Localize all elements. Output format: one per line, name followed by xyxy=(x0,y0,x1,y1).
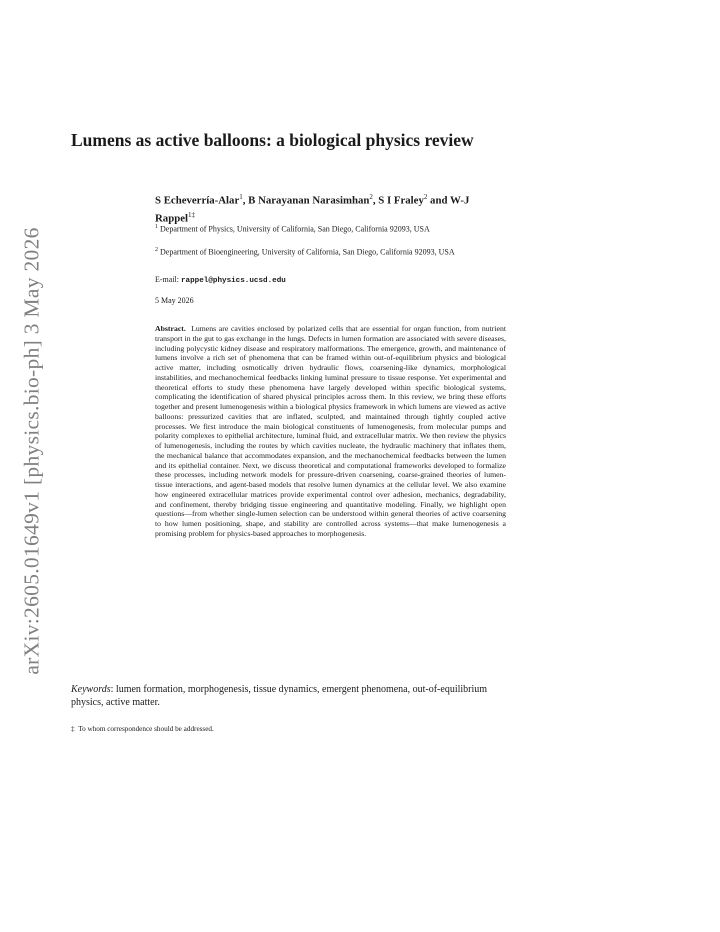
affiliation-text: Department of Bioengineering, University of California, San Diego, California 92093, USA xyxy=(160,247,455,257)
paper-title: Lumens as active balloons: a biological physics review xyxy=(71,130,474,150)
author-affiliation-mark: 2 xyxy=(423,193,428,201)
paper-date: 5 May 2026 xyxy=(155,296,194,305)
email-address[interactable]: rappel@physics.ucsd.edu xyxy=(181,277,286,285)
affiliation xyxy=(155,245,510,258)
footnote xyxy=(71,725,214,733)
author-name: S I Fraley xyxy=(378,194,424,207)
arxiv-stamp xyxy=(20,221,44,681)
arxiv-identifier: arXiv:2605.01649v1 [physics.bio-ph] 3 May 2026 xyxy=(19,227,44,675)
abstract xyxy=(155,324,506,539)
author-name: B Narayanan Narasimhan xyxy=(248,194,370,207)
author-affiliation-mark: 2 xyxy=(369,193,373,201)
affiliation xyxy=(155,222,510,235)
footnote-mark: ‡ xyxy=(71,725,75,733)
author-affiliation-mark: 1‡ xyxy=(188,210,195,219)
keywords-text: lumen formation, morphogenesis, tissue dynamics, emergent phenomena, out-of-equilibrium physics, active matter. xyxy=(71,684,488,708)
author-name: S Echeverría-Alar xyxy=(155,194,240,207)
contact-email xyxy=(155,275,286,285)
abstract-label: Abstract. xyxy=(155,324,186,333)
author-affiliation-mark: 1 xyxy=(239,193,243,201)
keywords-label: Keywords xyxy=(71,684,111,695)
footnote-text: To whom correspondence should be addressed. xyxy=(78,725,214,733)
author-name: W-J Rappel xyxy=(155,194,470,225)
author-list: S Echeverría-Alar$^1$, B Narayanan Narasimhan$^2$, S I Fraley$^2$ and W-J Rappel$^{1\ddagger}$ xyxy=(155,193,470,225)
affiliation-number: 1 xyxy=(155,224,158,230)
affiliation-number: 2 xyxy=(155,247,158,253)
keywords: Keywords: lumen formation, morphogenesis, tissue dynamics, emergent phenomena, out-of-equilibrium physics, active matter. xyxy=(71,684,488,708)
abstract-text: Lumens are cavities enclosed by polarized cells that are essential for organ function, from nutrient transport in the gut to gas exchange in the lungs. Defects in lumen formation are associated with severe diseases, including polycystic kidney disease and respiratory malformations. The emergence, growth, and maintenance of lumens involve a rich set of phenomena that can be framed within out-of-equilibrium physics and biological active matter, including osmotically driven hydraulic flows, coarsening-like dynamics, morphological instabilities, and mechanochemical feedbacks linking luminal pressure to tissue response. Yet experimental and theoretical efforts to study these phenomena have largely developed within specific biological systems, complicating the identification of shared physical principles across them. In this review, we bring these efforts together and present lumenogenesis within a biological physics framework in which lumens are viewed as active balloons: pressurized cavities that are inflated, sculpted, and maintained through tightly coupled active processes. We first introduce the main biological constituents of lumenogenesis, from molecular pumps and polarity complexes to epithelial architecture, luminal fluid, and extracellular matrix. We then review the physics of lumenogenesis, including the routes by which cavities nucleate, the hydraulic machinery that inflates them, the mechanical balance that accommodates expansion, and the mechanochemical feedbacks between the lumen and its epithelial container. Next, we discuss theoretical and computational frameworks developed to formalize these processes, including network models for pressure-driven coarsening, coarse-grained theories of lumen-tissue interactions, and agent-based models that resolve lumen dynamics at the cellular level. We also examine how engineered extracellular matrices provide experimental control over adhesion, mechanics, degradability, and confinement, thereby bridging tissue engineering and quantitative modeling. Finally, we highlight open questions—from whether single-lumen selection can be understood within general theories of active coarsening to how lumen positioning, shape, and stability are controlled across systems—that make lumenogenesis a promising problem for physics-based approaches to morphogenesis. xyxy=(155,324,506,538)
email-label: E-mail: xyxy=(155,275,179,284)
affiliation-text: Department of Physics, University of California, San Diego, California 92093, USA xyxy=(160,224,430,234)
